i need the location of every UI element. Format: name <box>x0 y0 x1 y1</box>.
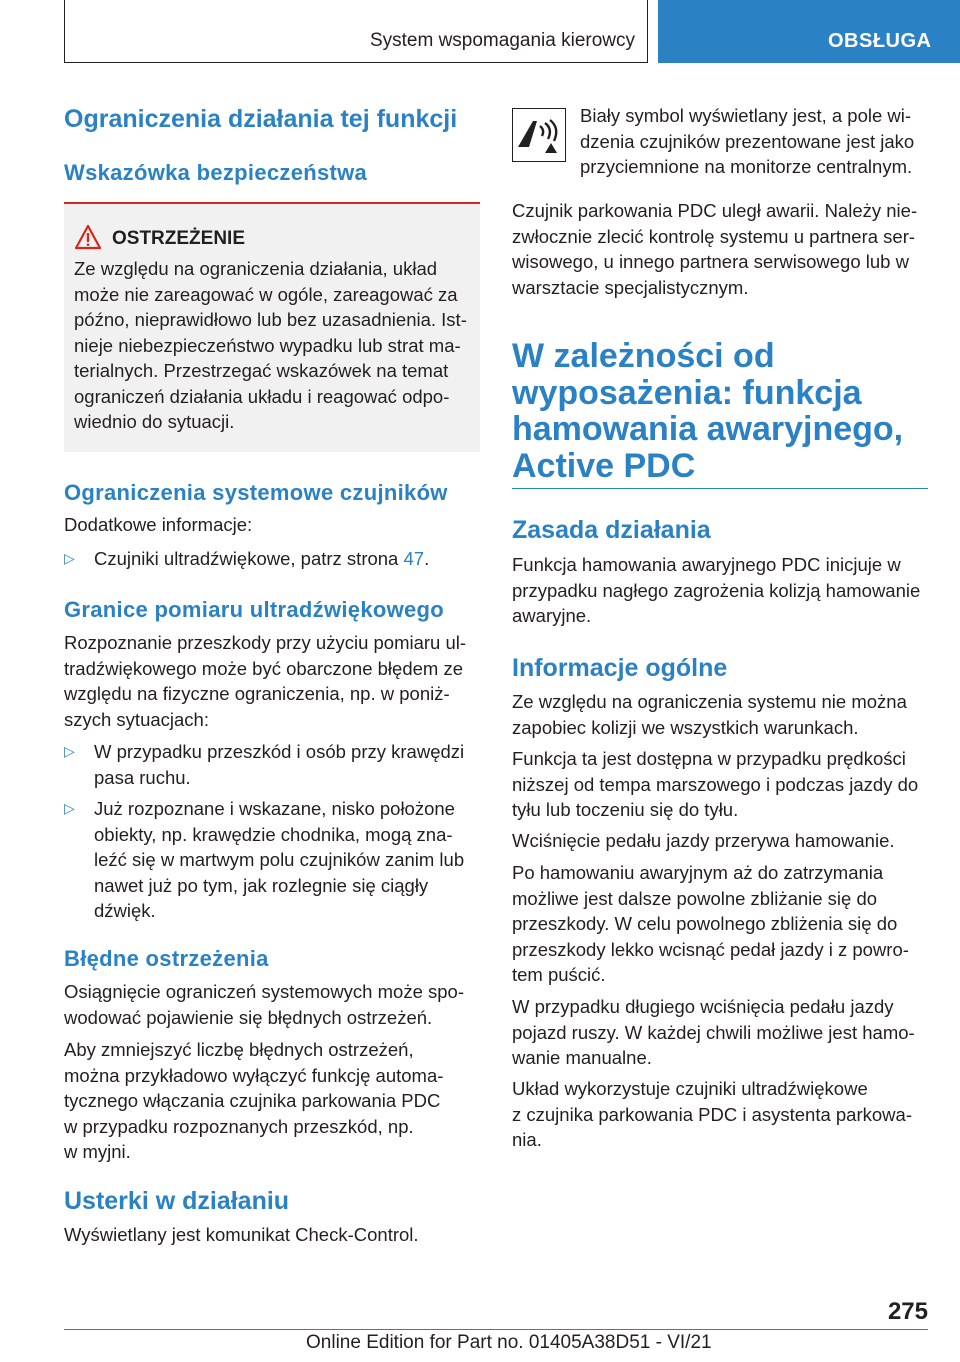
warning-line: terialnych. Przestrzegać wskazówek na temat <box>74 360 449 381</box>
warning-line: wiednio do sytuacji. <box>74 411 235 432</box>
general-paragraph-5 <box>512 994 928 1071</box>
warning-box <box>64 202 480 452</box>
title-line: W zależności od <box>512 337 775 375</box>
general-paragraph-6 <box>512 1076 928 1153</box>
text-line: Po hamowaniu awaryjnym aż do zatrzymania <box>512 862 884 883</box>
chapter-title <box>512 338 928 484</box>
heading-principle: Zasada działania <box>512 516 711 544</box>
text-line: tyłu lub toczeniu się do tyłu. <box>512 799 739 820</box>
bullet-punct: . <box>424 548 430 569</box>
chapter-tab[interactable] <box>658 0 960 63</box>
warning-line: może nie zareagować w ogóle, zareagować za <box>74 283 458 305</box>
general-paragraph-3 <box>512 828 928 854</box>
edition-text: Online Edition for Part no. 01405A38D51 - VI/21 <box>306 1332 712 1353</box>
text-line: W przypadku długiego wciśnięcia pedału jazdy <box>512 996 894 1017</box>
warning-text <box>74 256 472 435</box>
additional-info: Dodatkowe informacje: <box>64 514 253 535</box>
text-line: Ze względu na ograniczenia systemu nie można <box>512 691 907 712</box>
title-line: Active PDC <box>512 446 696 485</box>
title-line: wyposażenia: funkcja <box>512 373 862 412</box>
text-line: Funkcja hamowania awaryjnego PDC inicjuje w <box>512 554 901 575</box>
heading-false-warnings: Błędne ostrzeżenia <box>64 946 269 971</box>
title-divider <box>512 488 928 489</box>
page-link[interactable]: 47 <box>403 548 425 569</box>
text-line: dźwięk. <box>94 900 156 921</box>
general-paragraph-4 <box>512 860 928 988</box>
text-line: Biały symbol wyświetlany jest, a pole wi- <box>580 105 912 126</box>
text-line: tem puścić. <box>512 964 606 985</box>
text-line: Osiągnięcie ograniczeń systemowych może spo- <box>64 981 464 1002</box>
heading-safety: Wskazówka bezpieczeństwa <box>64 160 368 185</box>
failure-paragraph <box>512 198 928 300</box>
text-line: niższej od tempa marszowego i podczas jazdy do <box>512 773 919 795</box>
text-line: wanie manualne. <box>512 1047 652 1068</box>
header-frame <box>64 0 648 63</box>
text-line: dzenia czujników prezentowane jest jako <box>580 130 915 152</box>
warning-line: nieje niebezpieczeństwo wypadku lub strat ma- <box>74 334 461 356</box>
general-paragraph-2 <box>512 746 928 823</box>
text-line: można przykładowo wyłączyć funkcję automa- <box>64 1064 444 1086</box>
warning-line: późno, nieprawidłowo lub bez uzasadnienia. Ist- <box>74 309 467 330</box>
triangle-bullet-icon: ▷ <box>64 743 75 759</box>
text-line: w myjni. <box>64 1141 131 1162</box>
heading-system-limits: Ograniczenia systemowe czujników <box>64 480 448 505</box>
text-line: tycznego włączania czujnika parkowania PDC <box>64 1090 441 1111</box>
bullet-text: Czujniki ultradźwiękowe, patrz strona <box>94 548 404 569</box>
icon-description <box>580 103 930 180</box>
page-number: 275 <box>887 1298 928 1325</box>
text-line: tradźwiękowego może być obarczone błędem ze <box>64 657 463 679</box>
text-line: zwłocznie zlecić kontrolę systemu u partnera ser- <box>512 225 916 247</box>
text-line: w przypadku rozpoznanych przeszkód, np. <box>64 1115 414 1137</box>
warning-title: OSTRZEŻENIE <box>112 228 246 249</box>
text-line: przypadku nagłego zagrożenia kolizją hamowanie <box>512 579 921 601</box>
text-line: nia. <box>512 1129 542 1150</box>
text-line: Funkcja ta jest dostępna w przypadku prędkości <box>512 748 906 769</box>
text-line: pojazd ruszy. W każdej chwili możliwe jest hamo- <box>512 1021 915 1043</box>
text-line: warsztacie specjalistycznym. <box>512 276 749 298</box>
text-line: pasa ruchu. <box>94 766 191 788</box>
section-title: System wspomagania kierowcy <box>369 30 635 51</box>
chapter-tab-label: OBSŁUGA <box>828 30 932 52</box>
reduce-warnings-paragraph <box>64 1037 480 1165</box>
text-line: Układ wykorzystuje czujniki ultradźwiękowe <box>512 1078 868 1099</box>
warning-triangle-icon <box>74 224 102 250</box>
text-line: z czujnika parkowania PDC i asystenta parkowa- <box>512 1103 912 1125</box>
heading-faults: Usterki w działaniu <box>64 1187 290 1215</box>
text-line: obiekty, np. krawędzie chodnika, mogą zna- <box>94 823 453 845</box>
text-line: Aby zmniejszyć liczbę błędnych ostrzeżeń, <box>64 1039 414 1060</box>
warning-line: ograniczeń działania układu i reagować odpo- <box>74 385 450 407</box>
text-line: zapobiec kolizji we wszystkich warunkach. <box>512 716 859 738</box>
text-line: możliwe jest dalsze powolne zbliżanie się do <box>512 887 878 909</box>
text-line: przeszkody lekko wcisnąć pedał jazdy i z powro- <box>512 938 909 960</box>
warning-line: Ze względu na ograniczenia działania, układ <box>74 258 438 279</box>
heading-limits: Ograniczenia działania tej funkcji <box>64 105 458 133</box>
text-line: przeszkody. W celu powolnego zbliżenia się do <box>512 913 898 934</box>
text-line: Już rozpoznane i wskazane, nisko położone <box>94 798 455 819</box>
text-line: W przypadku przeszkód i osób przy krawędzi <box>94 741 465 762</box>
title-line: hamowania awaryjnego, <box>512 410 904 448</box>
pdc-sensor-icon <box>512 108 566 162</box>
faults-text: Wyświetlany jest komunikat Check-Control. <box>64 1224 419 1245</box>
general-paragraph-1 <box>512 689 928 740</box>
text-line: szych sytuacjach: <box>64 708 209 730</box>
text-line: Czujnik parkowania PDC uległ awarii. Należy nie- <box>512 200 918 221</box>
heading-general: Informacje ogólne <box>512 654 728 682</box>
text-line: wisowego, u innego partnera serwisowego lub w <box>512 251 909 272</box>
text-line: Rozpoznanie przeszkody przy użyciu pomiaru ul- <box>64 632 467 653</box>
text-line: Wciśnięcie pedału jazdy przerywa hamowanie. <box>512 830 895 851</box>
false-warnings-paragraph <box>64 979 480 1030</box>
heading-ultrasonic: Granice pomiaru ultradźwiękowego <box>64 597 445 622</box>
text-line: względu na fizyczne ograniczenia, np. w poniż- <box>64 683 450 704</box>
text-line: awaryjne. <box>512 605 592 626</box>
principle-paragraph <box>512 552 928 629</box>
text-line: przyciemnione na monitorze centralnym. <box>580 156 913 177</box>
triangle-bullet-icon: ▷ <box>64 800 75 816</box>
triangle-bullet-icon: ▷ <box>64 550 75 566</box>
footer-divider <box>64 1329 928 1330</box>
text-line: nawet już po tym, jak rozlegnie się ciągły <box>94 874 429 896</box>
text-line: wodować pojawienie się błędnych ostrzeżeń. <box>64 1006 433 1028</box>
text-line: leźć się w martwym polu czujników zanim lub <box>94 849 465 870</box>
ultrasonic-paragraph <box>64 630 480 732</box>
